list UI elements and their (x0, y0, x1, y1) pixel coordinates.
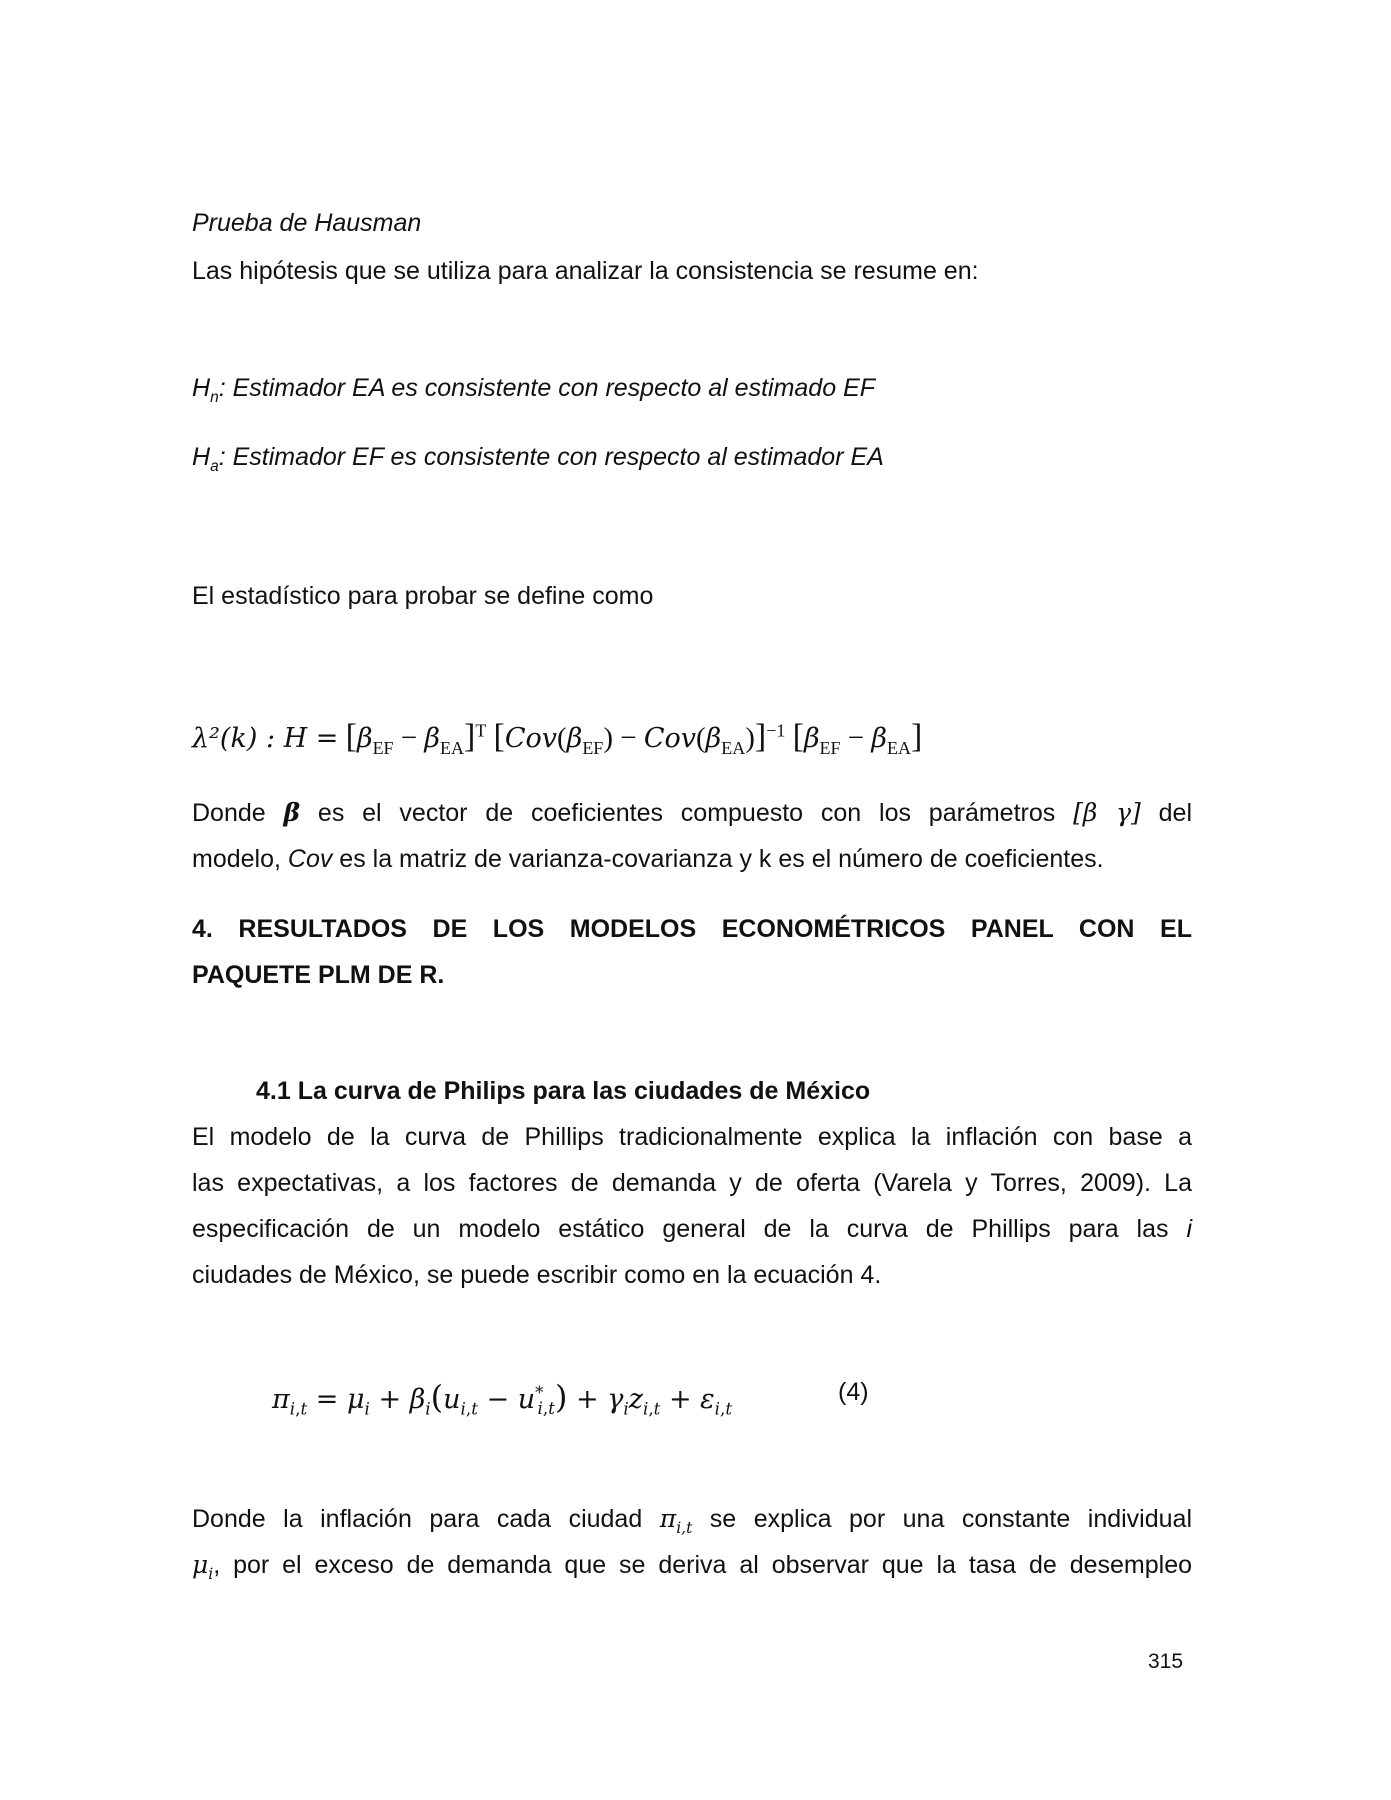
statistic-intro: El estadístico para probar se define como (192, 582, 654, 610)
hypothesis-null-text: : Estimador EA es consistente con respecto al estimado EF (218, 374, 876, 402)
final-line1-a: Donde la inflación para cada ciudad (192, 1505, 660, 1533)
body-line-1: El modelo de la curva de Phillips tradicionalmente explica la inflación con base a (192, 1123, 1192, 1151)
final-line-1 (192, 1496, 1192, 1542)
hausman-lhs: λ²(k) : H = (192, 723, 339, 754)
where-p1: Donde (192, 799, 284, 827)
equation-4: $\pi_{i,t} = \mu_i + \beta_i(u_{i,t} - u^*_{i,t}) + \gamma_iz_{i,t} + \varepsilon_{i,t}$ (272, 1378, 733, 1419)
where-p2: es el vector de coeficientes compuesto con los parámetros (300, 799, 1074, 827)
subsection-heading: 4.1 La curva de Philips para las ciudades de México (256, 1077, 871, 1105)
pi-symbol: $\pi_{i,t}$ (659, 1504, 693, 1537)
params-symbol: [β γ] (1073, 798, 1141, 827)
body-line-2: las expectativas, a los factores de demanda y de oferta (Varela y Torres, 2009). La (192, 1169, 1192, 1197)
where-line2-a: modelo, (192, 845, 288, 873)
hypothesis-null-symbol: H (192, 374, 211, 402)
chapter-heading-line-2: PAQUETE PLM DE R. (192, 961, 445, 989)
hypothesis-alt-symbol: H (192, 443, 211, 471)
sub-ea-3: EA (887, 737, 911, 758)
intro-text: Las hipótesis que se utiliza para analizar la consistencia se resume en: (192, 257, 979, 285)
cov-1: Cov (504, 723, 558, 754)
body-line-4: ciudades de México, se puede escribir como en la ecuación 4. (192, 1261, 882, 1289)
inverse-mark: −1 (766, 720, 786, 741)
where-p3: del (1140, 799, 1192, 827)
chapter-heading-line-1: 4. RESULTADOS DE LOS MODELOS ECONOMÉTRICOS PANEL CON EL (192, 915, 1192, 943)
hypothesis-alt (192, 434, 1192, 480)
sub-ef-2: EF (582, 737, 604, 758)
sub-ea-1: EA (440, 737, 464, 758)
page-number: 315 (1148, 1650, 1184, 1673)
final-line2-b: , por el exceso de demanda que se deriva al observar que la tasa de desempleo (213, 1551, 1192, 1579)
body-line3-a: especificación de un modelo estático general de la curva de Phillips para las (192, 1215, 1187, 1243)
hypothesis-null-subscript: n (210, 389, 219, 406)
sub-ef-1: EF (372, 737, 394, 758)
transpose-mark: T (475, 720, 487, 741)
final-line-2 (192, 1542, 1192, 1588)
mu-symbol: $\mu_i$ (192, 1550, 214, 1583)
section-heading: Prueba de Hausman (192, 209, 422, 237)
where-line-1 (192, 790, 1192, 836)
hypothesis-alt-subscript: a (210, 458, 219, 475)
where-line-2 (192, 836, 1192, 882)
where-cov: Cov (287, 845, 333, 873)
hypothesis-null (192, 365, 1192, 411)
hypothesis-alt-text: : Estimador EF es consistente con respecto al estimador EA (218, 443, 884, 471)
hausman-equation: λ²(k) : $H = [\beta_{EF} - \beta_{EA}]^T$ $[Cov(\beta_{EF}) - Cov(\beta_{EA})]^{-1}$ $[\beta_{EF} - \beta_{EA}]$ (192, 718, 923, 758)
where-line2-b: es la matriz de varianza-covarianza y k es el número de coeficientes. (332, 845, 1104, 873)
equation-4-label: (4) (838, 1378, 869, 1406)
cov-2: Cov (643, 723, 696, 754)
body-line3-i: i (1186, 1215, 1192, 1243)
body-line-3 (192, 1206, 1192, 1252)
final-line1-b: se explica por una constante individual (692, 1505, 1192, 1533)
sub-ef-3: EF (819, 737, 841, 758)
sub-ea-2: EA (721, 737, 746, 758)
beta-symbol: β (283, 798, 301, 827)
